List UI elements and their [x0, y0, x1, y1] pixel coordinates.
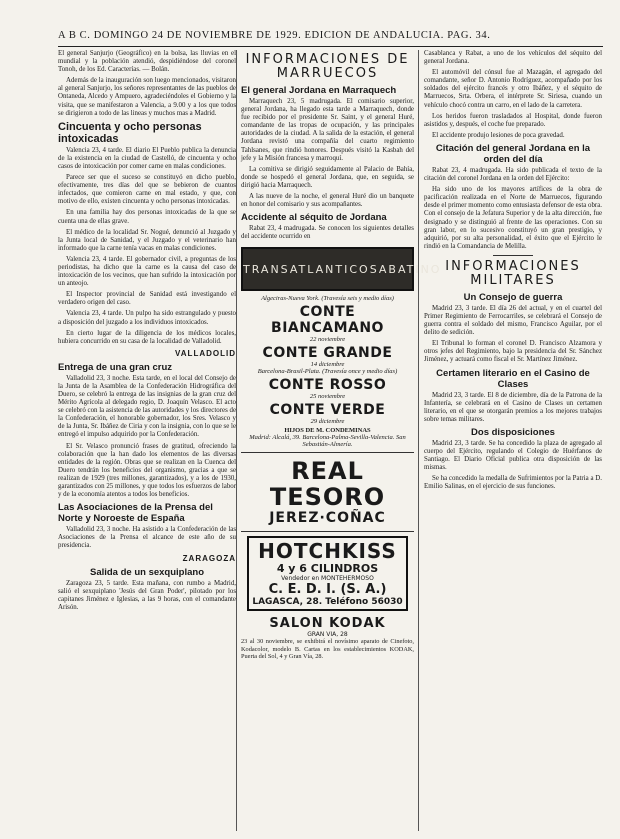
ship-date: 14 diciembre — [310, 361, 345, 369]
paragraph: Valladolid 23, 3 noche. Esta tarde, en el local del Consejo de la Junta de la Asamblea de la Confederación Hidrográfica del Duero, se celebró la entrega de las insignias de la gran cruz del Mérito Agrícola al delegado regio, D. Joaquín Velasco. El acto se celebró con la asistencia de las autoridades y los directores de la Confederación, el honorable gobernador, los Sres. Velasco y de la Junta, Sr. Ibáñez de Ciria y con la insignia, con lo que se le entregó el impulso adquirido por la Confederación. — [58, 374, 236, 439]
headline-jordana-marraquech: El general Jordana en Marraquech — [241, 85, 397, 96]
paragraph: Los heridos fueron trasladados al Hospital, donde fueron asistidos y, después, el coche fue preparado. — [424, 112, 602, 128]
masthead: A B C. DOMINGO 24 DE NOVIEMBRE DE 1929. EDICION DE ANDALUCIA. PAG. 34. — [58, 30, 603, 47]
paragraph: Zaragoza 23, 5 tarde. Esta mañana, con rumbo a Madrid, salió el sexquiplano 'Jesús del Gran Poder', pilotado por los capitanes Jiménez e Iglesias, a las 9 horas, con el comandante Arisón. — [58, 579, 236, 611]
paragraph: En una familia hay dos personas intoxicadas de la que se cuenta una de ellas grave. — [58, 209, 236, 225]
ad-hotchkiss-vendor: Vendedor en MONTEHERMOSO — [281, 575, 374, 583]
ship-conte-verde: CONTE VERDE — [269, 402, 386, 419]
paragraph: Además de la inauguración son luego mencionados, visitaron al general Sanjurjo, los señores representantes de las pueblos de Ontaneda, Alcedo y Ampuero, agradeciéndoles el Gobierno y la visita, que se manifestaron a Valencia, a 9.00 y a los que todos se dirigieron a todo de las lineas y muchos mas a Madrid. — [58, 77, 236, 117]
divider — [493, 255, 533, 256]
paragraph: En cierto lugar de la diligencia de los médicos locales, hubiera concurrido en su casa de la localidad de Valladolid. — [58, 329, 236, 345]
paragraph: El médico de la localidad Sr. Nogué, denunció al Juzgado y la Junta local de Sanidad, y el Juzgado y el veterinario han informado que la carne tenía vacas en malas condiciones. — [58, 228, 236, 252]
column-left — [58, 50, 236, 831]
shipping-ad-banner — [241, 247, 442, 291]
headline-sexquiplano: Salida de un sexquiplano — [89, 566, 205, 578]
ad-route-2: Barcelona-Brasil-Plata. (Travesía once y medio días) — [257, 368, 398, 376]
column-right — [420, 50, 602, 831]
paragraph: Ha sido uno de los mayores artífices de la obra de pacificación realizada en el Norte de Marruecos, figurando desde el primer momento como entusiasta defensor de esta obra. Con el consejo de la Jefatura Superior y de la alta dirección, fue designado y se distinguió al frente de las operaciones. Con su gran labor, en lo sucesivo constituyó un gran prestigio, y adquirió, por su alta personalidad, el éxito que el Ejército le rindió en la Comandancia de Melilla. — [424, 186, 602, 250]
paragraph: Valencia 23, 4 tarde. Un pulpo ha sido estrangulado y puesto a disposición del juzgado a los individuos intoxicados. — [58, 310, 236, 326]
ad-real-tesoro-sub: JEREZ·COÑAC — [269, 510, 386, 527]
paragraph: Rabat 23, 4 madrugada. Se conocen los siguientes detalles del accidente ocurrido en — [241, 225, 414, 241]
paragraph: La comitiva se dirigió seguidamente al Palacio de Bahía, donde se hospedó el general Jordana, que, en seguida, se dirigió hacia Marraquech. — [241, 165, 414, 189]
banner-right: SABATINO — [369, 262, 442, 276]
dateline-valladolid: VALLADOLID — [175, 348, 236, 358]
ad-hotchkiss-title: HOTCHKISS — [258, 539, 397, 564]
ad-agent: HIJOS DE M. CONDEMINAS — [284, 427, 371, 435]
ad-address: Madrid: Alcalá, 39. Barcelona-Palma-Sevilla-Valencia. San Sebastián-Almería. — [249, 434, 406, 449]
headline-asociaciones-prensa: Las Asociaciones de la Prensa del Norte y Noroeste de España — [58, 502, 213, 525]
paragraph: El automóvil del cónsul fue al Mazagán, el agregado del comandante, señor D. Antonio Rodríguez, acompañado por los soldados del ejército francés y otro Ibáñez, y el séquito de Marruecos, Srta. Orbera, el intérprete Sr. Siriesa, cuando un vehículo chocó contra un carro, en el lado de la carretera. — [424, 69, 602, 109]
ad-kodak-title: SALON KODAK — [269, 616, 386, 632]
ad-kodak-address: GRAN VIA, 28 — [307, 631, 348, 639]
ship-conte-grande: CONTE GRANDE — [262, 345, 393, 362]
ship-conte-rosso: CONTE ROSSO — [268, 377, 387, 394]
paragraph: Madrid 23, 3 tarde. El día 26 del actual, y en el cuartel del Primer Regimiento de Ferrocarriles, se celebrará el Consejo de guerra contra el soldado del mismo, Francisco Aguilar, por el delito de sedición. — [424, 304, 602, 337]
paragraph: El accidente produjo lesiones de poca gravedad. — [432, 131, 565, 139]
ad-route-1: Algeciras-Nueva York. (Travesía seis y medio días) — [261, 295, 394, 303]
ad-hotchkiss-company: C. E. D. I. (S. A.) — [268, 582, 387, 598]
ad-kodak-text: 23 al 30 noviembre, se exhibirá el novísimo aparato de Cinefoto, Kodacolor, modelo B. Cartas en los establecimientos KODAK, Puerta del Sol, 4 y Gran Vía, 28. — [241, 638, 414, 660]
headline-dos-disposiciones: Dos disposiciones — [471, 426, 555, 438]
paragraph: Rabat 23, 4 madrugada. Ha sido publicada el texto de la citación del coronel Jordana en la orden del Ejército: — [424, 166, 602, 183]
ad-salon-kodak — [241, 616, 414, 660]
paragraph: Valencia 23, 4 tarde. El gobernador civil, a preguntas de los periodistas, ha dicho que la carne es la causa del caso de intoxicación de los vecinos, que han sufrido la intoxicación por un anteojo. — [58, 255, 236, 288]
headline-consejo-guerra: Un Consejo de guerra — [463, 291, 563, 303]
ad-hotchkiss — [247, 536, 408, 611]
ad-hotchkiss-cyl: 4 y 6 CILINDROS — [276, 562, 379, 576]
headline-accidente-sequito: Accidente al séquito de Jordana — [241, 212, 387, 224]
ad-real-tesoro-title: REAL TESORO — [269, 457, 386, 512]
paragraph: El Tribunal lo forman el coronel D. Francisco Alzamora y otros jefes del Regimiento, bajo la presidencia del Sr. Sánchez Jiménez, y actuará como fiscal el Sr. Martínez Jiménez. — [424, 340, 602, 364]
ad-real-tesoro — [241, 458, 414, 526]
section-marruecos: INFORMACIONES DE MARRUECOS — [245, 52, 410, 81]
ad-hotchkiss-address: LAGASCA, 28. Teléfono 56030 — [252, 597, 403, 608]
paragraph: Madrid 23, 3 tarde. Se ha concedido la plaza de agregado al cuerpo del Ejército, regulando el Colegio de Huérfanos de Santiago. El Diario Oficial publica otra disposición de las mismas. — [424, 439, 602, 472]
paragraph: El Inspector provincial de Sanidad está investigando el verdadero origen del caso. — [58, 291, 236, 307]
paragraph: Valencia 23, 4 tarde. El diario El Pueblo publica la denuncia de la existencia en la ciudad de Castelló, de cincuenta y ocho casos de intoxicación por comer carne en malas condiciones. — [58, 146, 236, 170]
divider — [241, 452, 414, 453]
headline-certamen-literario: Certamen literario en el Casino de Clases — [436, 367, 590, 390]
headline-citacion-jordana: Citación del general Jordana en la orden del día — [435, 142, 591, 165]
ship-conte-biancamano: CONTE BIANCAMANO — [271, 304, 384, 337]
column-center — [236, 50, 442, 831]
ship-date: 22 noviembre — [309, 336, 346, 344]
paragraph: A las nueve de la noche, el general Huré dio un banquete en honor del comisario y sus acompañantes. — [241, 193, 414, 209]
paragraph: Se ha concedido la medalla de Sufrimientos por la Patria a D. Emilio Salinas, en el ejercicio de sus funciones. — [424, 475, 602, 491]
paragraph: Casablanca y Rabat, a uno de los vehículos del séquito del general Jordana. — [424, 50, 602, 66]
paragraph: Madrid 23, 3 tarde. El 8 de diciembre, día de la Patrona de la Infantería, se celebrará en el Casino de Clases un certamen literario, en el que se otorgarán premios a los mejores trabajos sobre temas militares. — [424, 391, 602, 423]
banner-left: TRANSATLANTICO — [243, 262, 370, 276]
paragraph: Parece ser que el suceso se constituyó en dicho pueblo, efectivamente, tres días del que se bebieron de cuantos infectados, que comieron carne en mal estado, y que, con motivo de ello, existen cincuenta y ocho personas intoxicadas. — [58, 174, 236, 206]
headline-gran-cruz: Entrega de una gran cruz — [58, 361, 173, 373]
ship-date: 25 noviembre — [309, 393, 346, 401]
ship-date: 29 diciembre — [310, 418, 345, 426]
headline-intoxicadas: Cincuenta y ocho personas intoxicadas — [58, 120, 202, 145]
section-militares: INFORMACIONES MILITARES — [445, 258, 581, 288]
paragraph: El Sr. Velasco pronunció frases de gratitud, ofreciendo la colaboración que la han dado los elementos de las diversas entidades de la región. Obras que se realizan en la Cuenca del Duero tendrán los beneficios del organismo, gracias a que se realizan de 1929 (tres millones, garantizados), y a los de 1930, garantizados con 25 millones, y que todos los esfuerzos de labor y de la economía atentos a todos los beneficios. — [58, 442, 236, 499]
paragraph: Valladolid 23, 3 noche. Ha asistido a la Confederación de las Asociaciones de la Prensa el alcance de este año de su presidencia. — [58, 526, 236, 550]
paragraph: Marraquech 23, 5 madrugada. El comisario superior, general Jordana, ha llegado esta tarde a Marraquech, donde fue recibido por el presidente Sr. Saint, y el general Huré, comandante de las tropas de ocupación, y las principales autoridades de la ciudad. A la salida de la estación, el general Jordana revistó una compañía del cuarto regimiento Tahlsanes, que rindió honores. Después visitó la Kasbah del jefe y la Misión francesa y marroquí. — [241, 98, 414, 162]
paragraph: El general Sanjurjo (Geográfico) en la bolsa, las lluvias en el mundial y la población atendió, despidiéndose del coronel Tonoh, de los Ed. Caracterías. — Bolán. — [58, 50, 236, 74]
dateline-zaragoza: ZARAGOZA — [182, 553, 236, 563]
divider — [241, 531, 414, 532]
